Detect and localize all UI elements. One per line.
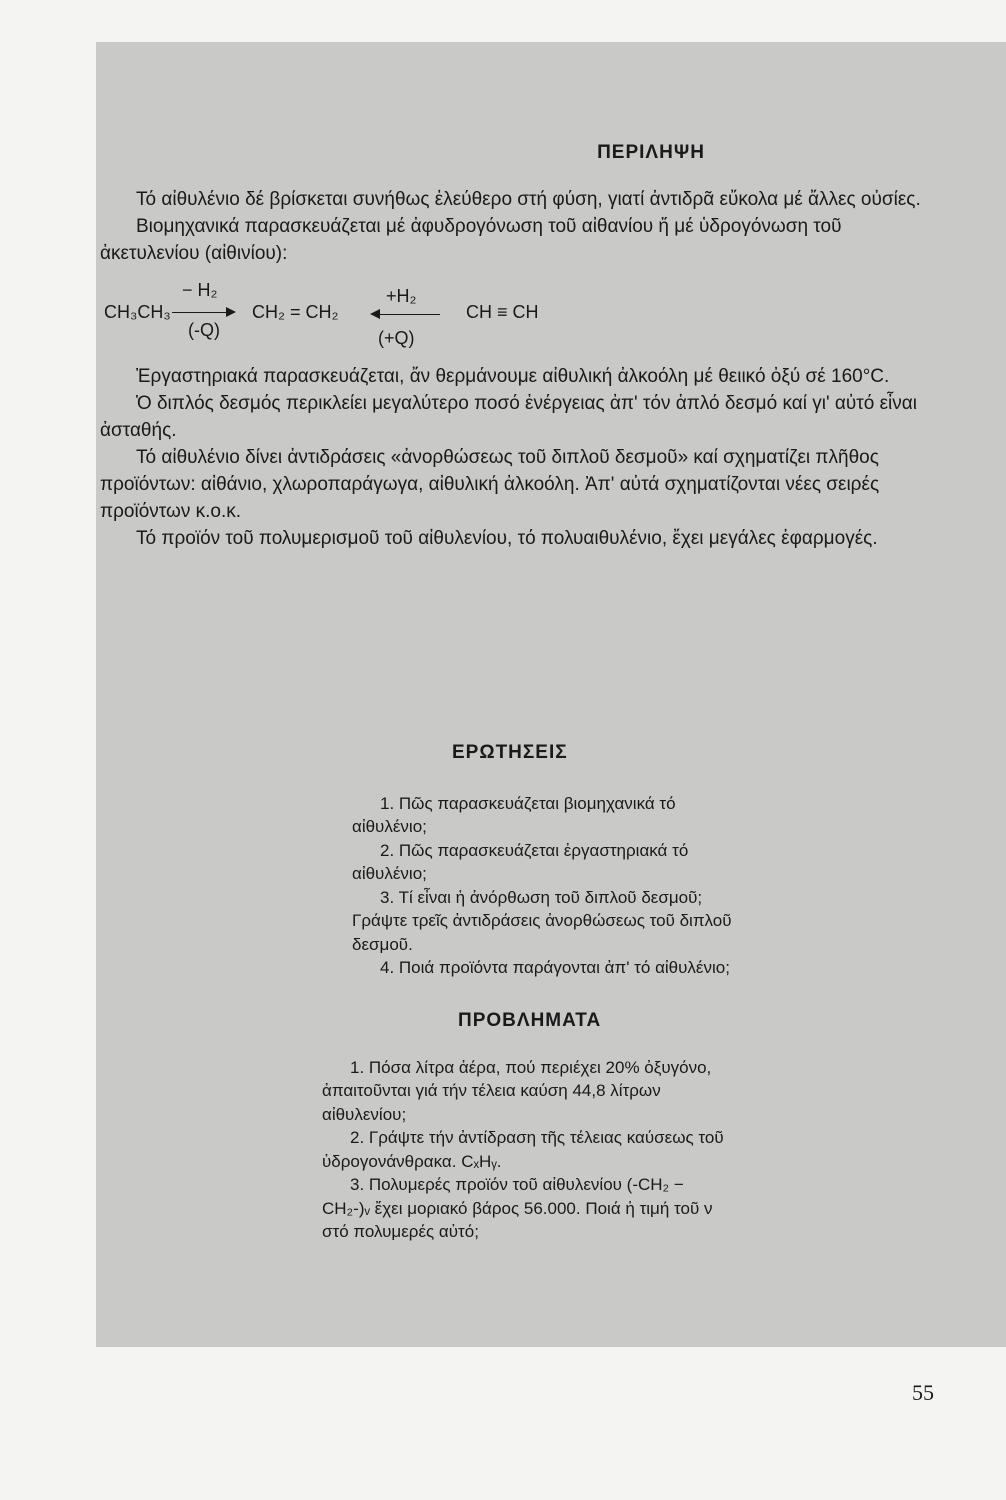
summary-paragraph-3: Ἐργαστηριακά παρασκευάζεται, ἄν θερμάνουμε αἰθυλική ἀλκοόλη μέ θειικό ὀξύ σέ 160°C.: [136, 365, 890, 387]
summary-paragraph-6: Τό προϊόν τοῦ πολυμερισμοῦ τοῦ αἰθυλενίου, τό πολυαιθυλένιο, ἔχει μεγάλες ἐφαρμογές.: [136, 527, 878, 549]
summary-heading: ΠΕΡΙΛΗΨΗ: [597, 142, 705, 163]
problem-item: 3. Πολυμερές προϊόν τοῦ αἰθυλενίου (-CH₂ − CH₂-)ᵥ ἔχει μοριακό βάρος 56.000. Ποιά ἡ τιμή τοῦ ν στό πολυμερές αὐτό;: [322, 1175, 713, 1242]
summary-paragraph-4: Ὁ διπλός δεσμός περικλείει μεγαλύτερο ποσό ἐνέργειας ἀπ' τόν ἁπλό δεσμό καί γι' αὐτό εἶναι ἀσταθής.: [100, 392, 917, 441]
equation-reactant2: CH ≡ CH: [466, 301, 539, 322]
question-item: 3. Τί εἶναι ἡ ἀνόρθωση τοῦ διπλοῦ δεσμοῦ; Γράψτε τρεῖς ἀντιδράσεις ἀνορθώσεως τοῦ διπλοῦ δεσμοῦ.: [352, 887, 732, 954]
question-item: 2. Πῶς παρασκευάζεται ἐργαστηριακά τό αἰθυλένιο;: [352, 840, 689, 884]
right-arrow-icon: [172, 312, 234, 313]
equation-arrow1-top: − H₂: [182, 279, 218, 300]
problems-list: [322, 1056, 730, 1244]
equation-arrow2-top: +H₂: [386, 285, 417, 306]
page-content: [100, 140, 942, 553]
questions-list: [352, 792, 732, 980]
reaction-equation: [100, 274, 942, 360]
question-item: 1. Πῶς παρασκευάζεται βιομηχανικά τό αἰθυλένιο;: [352, 794, 676, 837]
page-number: 55: [912, 1380, 934, 1405]
questions-heading: ΕΡΩΤΗΣΕΙΣ: [452, 742, 568, 763]
problem-item: 1. Πόσα λίτρα ἀέρα, πού περιέχει 20% ὀξυγόνο, ἀπαιτοῦνται γιά τήν τέλεια καύση 44,8 λίτρων αἰθυλενίου;: [322, 1058, 712, 1124]
equation-arrow2-bottom: (+Q): [378, 327, 415, 348]
equation-reactant: CH₃CH₃: [104, 301, 171, 322]
problems-heading: ΠΡΟΒΛΗΜΑΤΑ: [458, 1010, 602, 1031]
question-item: 4. Ποιά προϊόντα παράγονται ἀπ' τό αἰθυλένιο;: [380, 958, 730, 978]
summary-paragraph-2: Βιομηχανικά παρασκευάζεται μέ ἀφυδρογόνωση τοῦ αἰθανίου ἤ μέ ὑδρογόνωση τοῦ ἀκετυλενίου (αἰθινίου):: [100, 215, 842, 264]
equation-arrow1-bottom: (-Q): [188, 319, 220, 340]
summary-paragraph-1: Τό αἰθυλένιο δέ βρίσκεται συνήθως ἐλεύθερο στή φύση, γιατί ἀντιδρᾶ εὔκολα μέ ἄλλες οὐσίες.: [136, 188, 921, 210]
summary-paragraph-5: Τό αἰθυλένιο δίνει ἀντιδράσεις «ἀνορθώσεως τοῦ διπλοῦ δεσμοῦ» καί σχηματίζει πλῆθος προϊόντων: αἰθάνιο, χλωροπαράγωγα, αἰθυλική ἀλκοόλη. Ἀπ' αὐτά σχηματίζονται νέες σειρές προϊόντων κ.ο.κ.: [100, 446, 880, 522]
equation-product: CH₂ = CH₂: [252, 301, 339, 322]
left-arrow-icon: [372, 314, 440, 315]
problem-item: 2. Γράψτε τήν ἀντίδραση τῆς τέλειας καύσεως τοῦ ὑδρογονάνθρακα. CₓHᵧ.: [322, 1128, 724, 1171]
